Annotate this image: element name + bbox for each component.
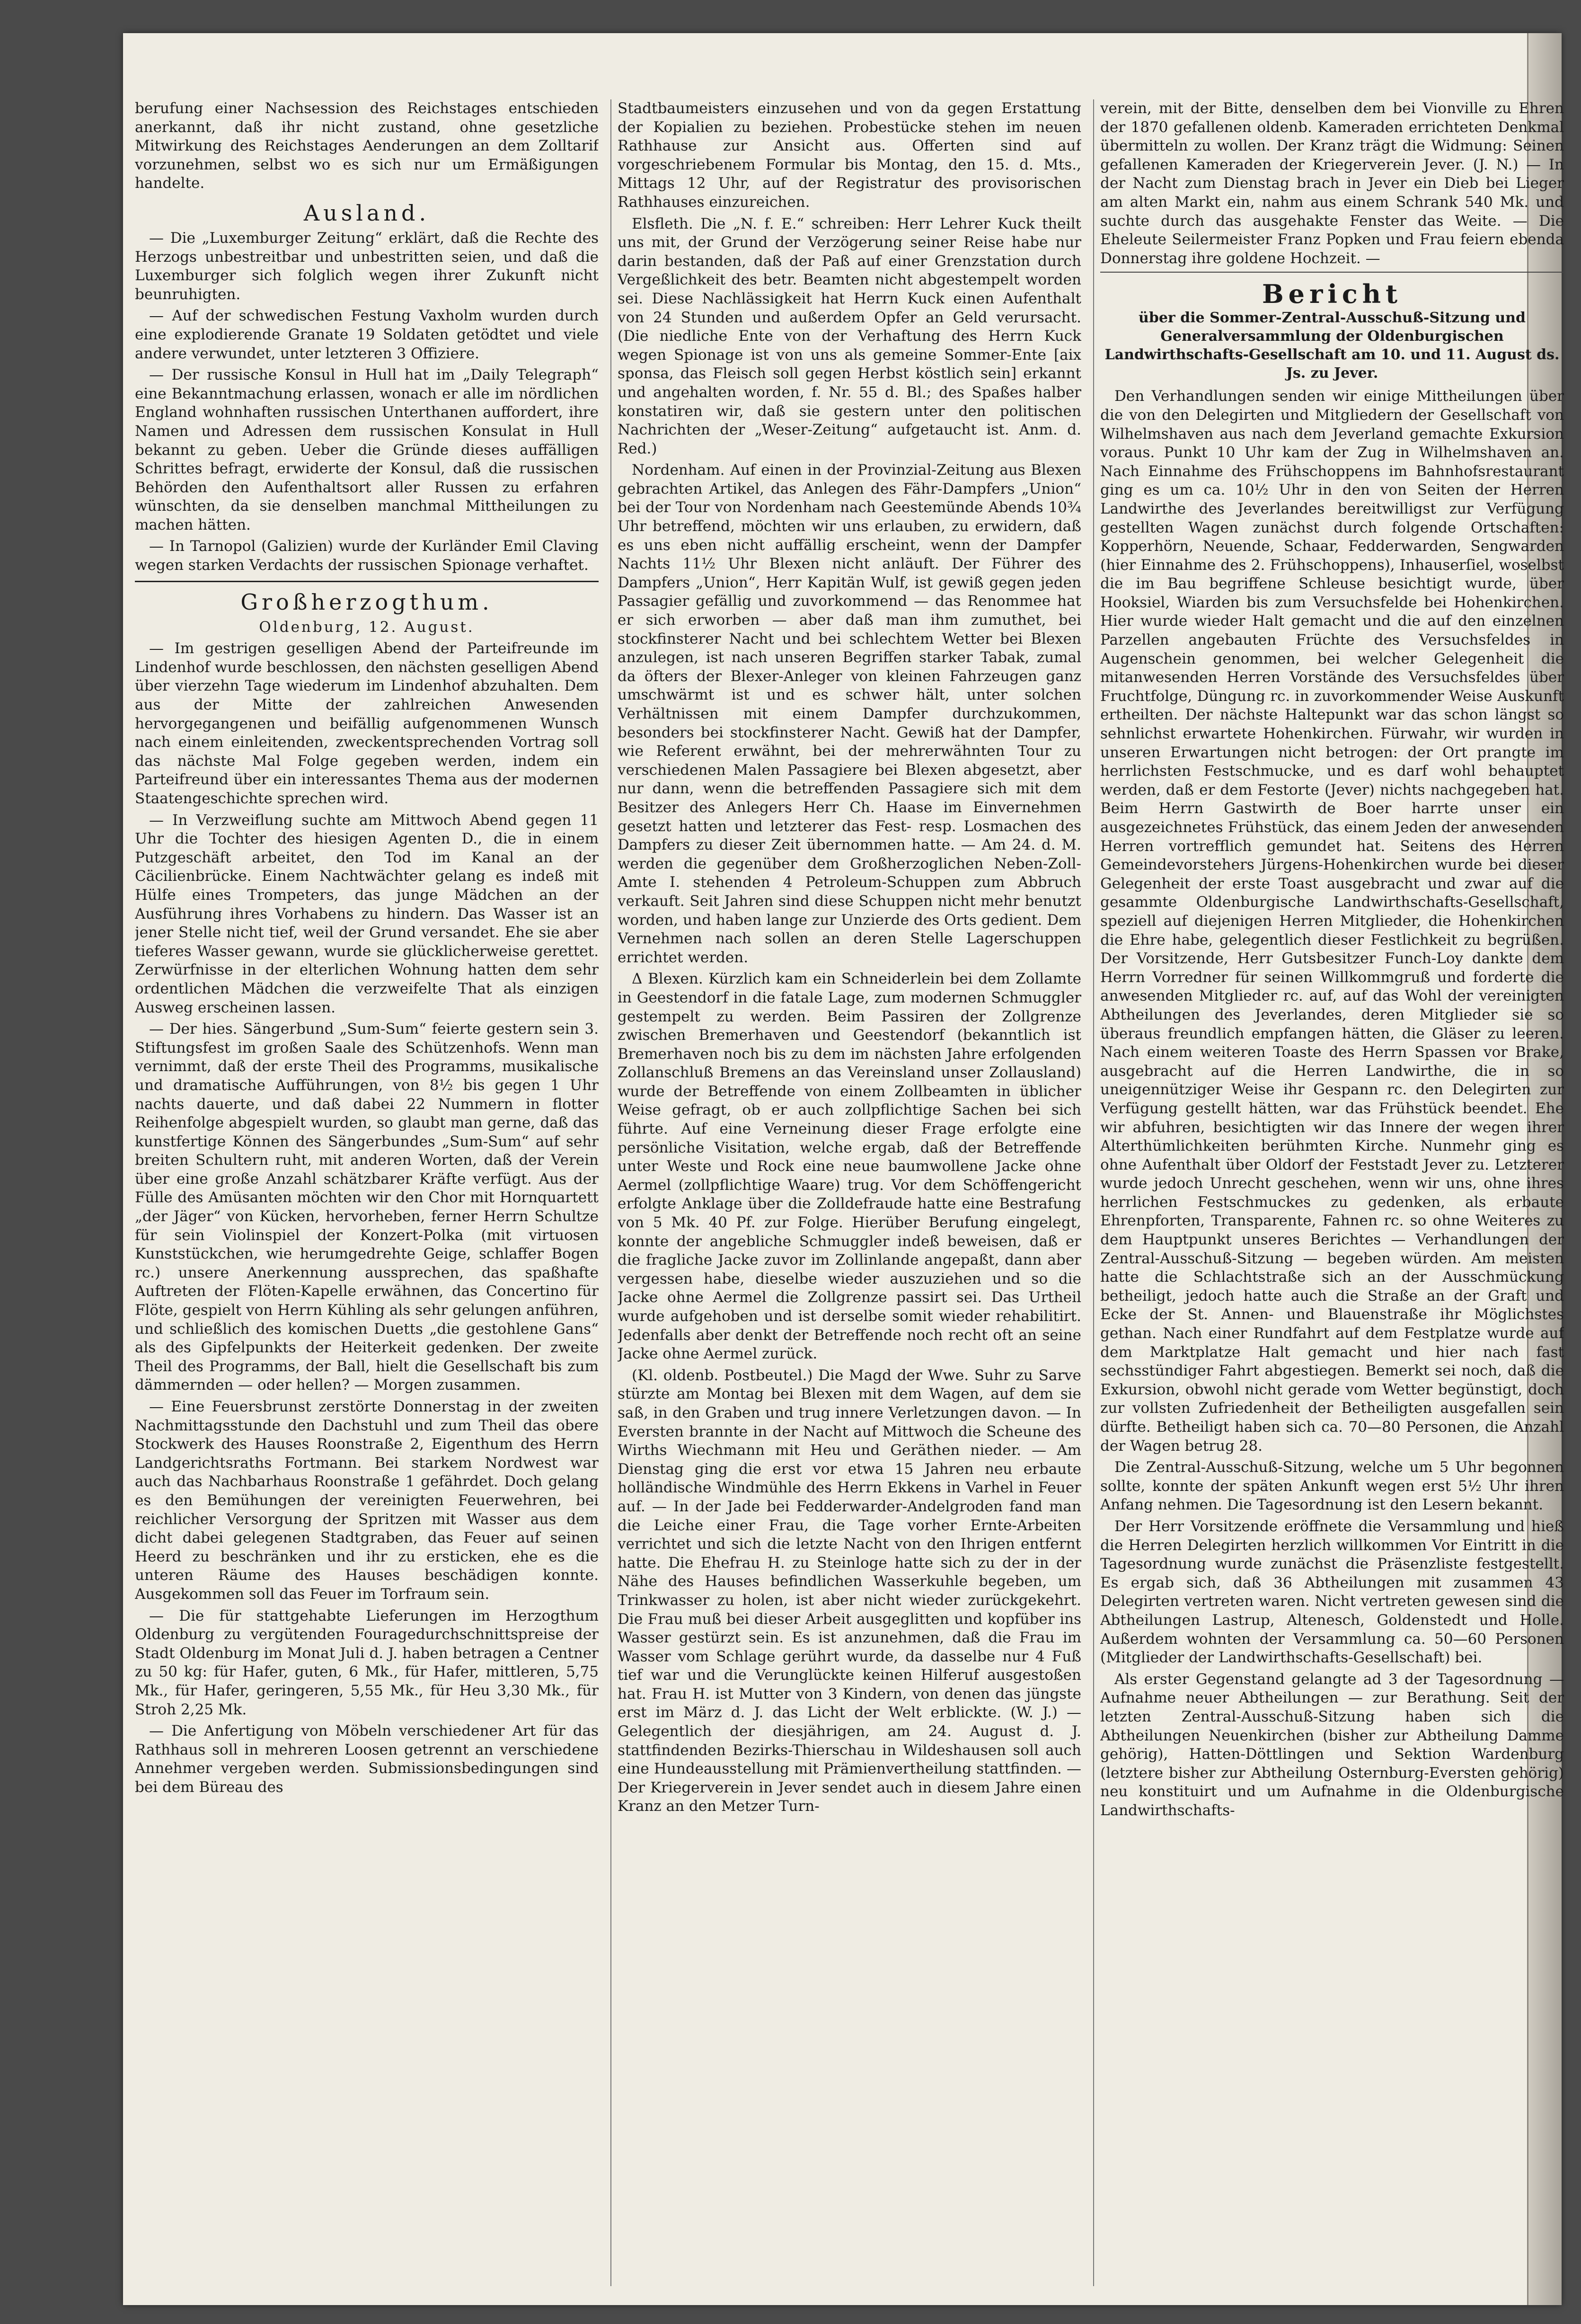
section-heading-ausland: Ausland. [303, 200, 430, 226]
column-1 [135, 99, 599, 2324]
paragraph: Den Verhandlungen senden wir einige Mittheilungen über die von den Delegirten und Mitgliedern der Gesellschaft von Wilhelmshaven aus nach dem Jeverland gemachte Exkursion voraus. Punkt 10 Uhr kam der Zug in Wilhelmshaven an. Nach Einnahme des Frühschoppens im Bahnhofsrestaurant ging es um ca. 10½ Uhr in den von Seiten der Herren Landwirthe des Jeverlandes bereitwilligst zur Verfügung gestellten Wagen zunächst durch folgende Ortschaften: Kopperhörn, Neuende, Schaar, Fedderwarden, Sengwarden (hier Einnahme des 2. Frühschoppens), Inhauserſiel, woselbst die im Bau begriffene Schleuse besichtigt wurde, über Hooksiel, Wiarden bis zum Versuchsfelde bei Hohenkirchen. Hier wurde wieder Halt gemacht und die auf den einzelnen Parzellen angebauten Früchte des Versuchsfeldes in Augenschein genommen, bei welcher Gelegenheit die mitanwesenden Herren Vorstände des Versuchsfeldes über Fruchtfolge, Düngung rc. in zuvorkommender Weise Auskunft ertheilten. Der nächste Haltepunkt war das schon längst so sehnlichst erwartete Hohenkirchen. Fürwahr, wir wurden in unseren Erwartungen nicht betrogen: der Ort prangte im herrlichsten Festschmucke, und es darf wohl behauptet werden, daß er dem Festorte (Jever) nichts nachgegeben hat. Beim Herrn Gastwirth de Boer harrte unser ein ausgezeichnetes Frühstück, das einem Jeden der anwesenden Herren vortrefflich gemundet hat. Seitens des Herren Gemeindevorstehers Jürgens-Hohenkirchen wurde bei dieser Gelegenheit der erste Toast ausgebracht und zwar auf die gesammte Oldenburgische Landwirthschafts-Gesellschaft, speziell auf diejenigen Herren Mitglieder, die Hohenkirchen die Ehre habe, gelegentlich dieser Festlichkeit zu begrüßen. Der Vorsitzende, Herr Gutsbesitzer Funch-Loy dankte dem Herrn Vorredner für seinen Willkommgruß und forderte die anwesenden Mitglieder rc. auf, auf das Wohl der vereinigten Abtheilungen des Jeverlandes, deren Mitglieder sie so überaus freundlich empfangen hätten, die Gläser zu leeren. Nach einem weiteren Toaste des Herrn Spassen vor Brake, ausgebracht auf die Herren Landwirthe, die in so uneigennütziger Weise ihr Gespann rc. den Delegirten zur Verfügung gestellt hätten, war das Frühstück beendet. Ehe wir abfuhren, besichtigten wir das Innere der wegen ihrer Alterthümlichkeiten berühmten Kirche. Nunmehr ging es ohne Aufenthalt über Oldorf der Feststadt Jever zu. Letzterer wurde jedoch Unrecht geschehen, wenn wir uns, ohne ihres herrlichen Festschmuckes zu gedenken, als erbaute Ehrenpforten, Transparente, Fahnen rc. so ohne Weiteres zu dem Hauptpunkt unseres Berichtes — Verhandlungen der Zentral-Ausschuß-Sitzung — begeben würden. Am meisten hatte die Schlachtstraße sich an der Ausschmückung betheiligt, jedoch hatte auch die Straße an der Graft und Ecke der St. Annen- und Blauenstraße ihr Möglichstes gethan. Nach einer Rundfahrt auf dem Festplatze wurde auf dem Marktplatze Halt gemacht und hier nach fast sechsstündiger Fahrt abgestiegen. Bemerkt sei noch, daß die Exkursion, obwohl nicht gerade vom Wetter begünstigt, doch zur vollsten Zufriedenheit der Betheiligten ausgefallen sein dürfte. Betheiligt haben sich ca. 70—80 Personen, die Anzahl der Wagen betrug 28. [1100, 388, 1564, 1455]
paragraph: verein, mit der Bitte, denselben dem bei Vionville zu Ehren der 1870 gefallenen oldenb. Kameraden errichteten Denkmal übermitteln zu wollen. Der Kranz trägt die Widmung: Seinen gefallenen Kameraden der Kriegerverein Jever. (J. N.) — In der Nacht zum Dienstag brach in Jever ein Dieb bei Lieger am alten Markt ein, nahm aus einem Schrank 540 Mk. und suchte durch das ausgehakte Fenster das Weite. — Die Eheleute Seilermeister Franz Popken und Frau feiern ebenda Donnerstag ihre goldene Hochzeit. — [1100, 100, 1564, 267]
paragraph: — Die für stattgehabte Lieferungen im Herzogthum Oldenburg zu vergütenden Fouragedurchschnittspreise der Stadt Oldenburg im Monat Juli d. J. haben betragen a Centner zu 50 kg: für Hafer, guten, 6 Mk., für Hafer, mittleren, 5,75 Mk., für Hafer, geringeren, 5,55 Mk., für Heu 3,30 Mk., für Stroh 2,25 Mk. [135, 1607, 599, 1718]
newspaper-page [123, 33, 1562, 2305]
paragraph: Δ Blexen. Kürzlich kam ein Schneiderlein bei dem Zollamte in Geestendorf in die fatale Lage, zum modernen Schmuggler gestempelt zu werden. Beim Passiren der Zollgrenze zwischen Bremerhaven und Geestendorf (bekanntlich ist Bremerhaven noch bis zu dem im nächsten Jahre erfolgenden Zollanschluß Bremens an das Vereinsland unser Zollausland) wurde der Betreffende von einem Zollbeamten in üblicher Weise gefragt, ob er auch zollpflichtige Sachen bei sich führte. Auf eine Verneinung dieser Frage erfolgte eine persönliche Visitation, welche ergab, daß der Betreffende unter Weste und Rock eine neue baumwollene Jacke ohne Aermel (zollpflichtige Waare) trug. Vor dem Schöffengericht erfolgte Anklage über die Zolldefraude hatte eine Bestrafung von 5 Mk. 40 Pf. zur Folge. Hierüber Berufung eingelegt, konnte der angebliche Schmuggler indeß beweisen, daß er die fragliche Jacke zuvor im Zollinlande angepaßt, dann aber vergessen habe, dieselbe wieder auszuziehen und so die Jacke ohne Aermel die Zollgrenze passirt sei. Das Urtheil wurde aufgehoben und ist derselbe somit wieder rehabilitirt. Jedenfalls aber denkt der Betreffende noch recht oft an seine Jacke ohne Aermel zurück. [618, 970, 1081, 1363]
report-subtitle: über die Sommer-Zentral-Ausschuß-Sitzung und Generalversammlung der Oldenburgischen Landwirthschafts-Gesellschaft am 10. und 11. August ds. Js. zu Jever. [1104, 310, 1560, 382]
paragraph: — Eine Feuersbrunst zerstörte Donnerstag in der zweiten Nachmittagsstunde den Dachstuhl und zum Theil das obere Stockwerk des Hauses Roonstraße 2, Eigenthum des Herrn Landgerichtsraths Fortmann. Bei starkem Nordwest war auch das Nachbarhaus Roonstraße 1 gefährdet. Doch gelang es den Bemühungen der vereinigten Feuerwehren, bei reichlicher Versorgung der Spritzen mit Wasser aus dem dicht dabei gelegenen Stadtgraben, das Feuer auf seinen Heerd zu beschränken und ihr zu ersticken, ehe es die unteren Räume des Hauses beschädigen konnte. Ausgekommen soll das Feuer im Torfraum sein. [135, 1398, 599, 1603]
section-heading-grossherzogthum: Großherzogthum. [240, 589, 493, 615]
paragraph: Als erster Gegenstand gelangte ad 3 der Tagesordnung — Aufnahme neuer Abtheilungen — zur Berathung. Seit der letzten Zentral-Ausschuß-Sitzung haben sich die Abtheilungen Neuenkirchen (bisher zur Abtheilung Damme gehörig), Hatten-Döttlingen und Sektion Wardenburg (letztere bisher zur Abtheilung Osternburg-Eversten gehörig) neu konstituirt und um Aufnahme in die Oldenburgische Landwirthschafts- [1100, 1670, 1564, 1819]
paragraph: Die Zentral-Ausschuß-Sitzung, welche um 5 Uhr begonnen sollte, konnte der späten Ankunft wegen erst 5½ Uhr ihren Anfang nehmen. Die Tagesordnung ist den Lesern bekannt. [1100, 1459, 1564, 1514]
paragraph: Stadtbaumeisters einzusehen und von da gegen Erstattung der Kopialien zu beziehen. Probestücke stehen im neuen Rathhause zur Ansicht aus. Offerten sind auf vorgeschriebenem Formular bis Montag, den 15. d. Mts., Mittags 12 Uhr, auf der Registratur des provisorischen Rathhauses einzureichen. [618, 100, 1081, 211]
column-3 [1100, 99, 1564, 2324]
paragraph: — In Verzweiflung suchte am Mittwoch Abend gegen 11 Uhr die Tochter des hiesigen Agenten D., die in einem Putzgeschäft arbeitet, den Tod im Kanal an der Cäcilienbrücke. Einem Nachtwächter gelang es indeß mit Hülfe eines Trompeters, das junge Mädchen an der Ausführung ihres Vorhabens zu hindern. Das Wasser ist an jener Stelle nicht tief, weil der Grund versandet. Ehe sie aber tieferes Wasser gewann, wurde sie glücklicherweise gerettet. Zerwürfnisse in der elterlichen Wohnung hatten dem sehr ordentlichen Mädchen die verzweifelte That als einzigen Ausweg erscheinen lassen. [135, 811, 599, 1016]
paragraph: Der Herr Vorsitzende eröffnete die Versammlung und hieß die Herren Delegirten herzlich willkommen Vor Eintritt in die Tagesordnung wurde zunächst die Präsenzliste festgestellt. Es ergab sich, daß 36 Abtheilungen mit zusammen 43 Delegirten vertreten waren. Nicht vertreten gewesen sind die Abtheilungen Lastrup, Altenesch, Goldenstedt und Holle. Außerdem wohnten der Versammlung ca. 50—60 Personen (Mitglieder der Landwirthschafts-Gesellschaft) bei. [1100, 1517, 1564, 1667]
section-divider [1100, 272, 1564, 273]
paragraph: berufung einer Nachsession des Reichstages entschieden anerkannt, daß ihr nicht zustand, ohne gesetzliche Mitwirkung des Reichstages Aenderungen an dem Zolltarif vorzunehmen, selbst wo es sich nur um Ermäßigungen handelte. [135, 100, 599, 192]
column-rule [610, 99, 611, 2286]
paragraph: — Der russische Konsul in Hull hat im „Daily Telegraph“ eine Bekanntmachung erlassen, wonach er alle im nördlichen England wohnhaften russischen Unterthanen auffordert, ihre Namen und Adressen dem russischen Konsulat in Hull bekannt zu geben. Ueber die Gründe dieses auffälligen Schrittes befragt, erwiderte der Konsul, daß die russischen Behörden den Aufenthaltsort aller Russen zu erfahren wünschten, da sie denselben manchmal Mittheilungen zu machen hätten. [135, 366, 599, 533]
report-title: Bericht [1262, 279, 1403, 310]
paragraph: — Der hies. Sängerbund „Sum-Sum“ feierte gestern sein 3. Stiftungsfest im großen Saale des Schützenhofs. Wenn man vernimmt, daß der erste Theil des Programms, musikalische und dramatische Aufführungen, von 8½ bis gegen 1 Uhr nachts dauerte, und daß dabei 22 Nummern in flotter Reihenfolge abgespielt wurden, so glaubt man gerne, daß das kunstfertige Können des Sängerbundes „Sum-Sum“ auf sehr breiten Schultern ruht, mit anderen Worten, daß der Verein über eine große Anzahl schätzbarer Kräfte verfügt. Aus der Fülle des Amüsanten möchten wir den Chor mit Hornquartett „der Jäger“ von Kücken, hervorheben, ferner Herrn Schultze für sein Violinspiel der Konzert-Polka (mit virtuosen Kunststückchen, wie herumgedrehte Geige, schlaffer Bogen rc.) unsere Anerkennung aussprechen, das spaßhafte Auftreten der Flöten-Kapelle erwähnen, das Concertino für Flöte, gespielt von Herrn Kühling als sehr gelungen anführen, und schließlich des komischen Duetts „die gestohlene Gans“ als des Gipfelpunkts der Heiterkeit gedenken. Der zweite Theil des Programms, der Ball, hielt die Gesellschaft bis zum dämmernden — oder hellen? — Morgen zusammen. [135, 1020, 599, 1394]
paragraph: — Die Anfertigung von Möbeln verschiedener Art für das Rathhaus soll in mehreren Loosen getrennt an verschiedene Annehmer vergeben werden. Submissionsbedingungen sind bei dem Büreau des [135, 1722, 599, 1796]
column-rule [1093, 99, 1094, 2286]
paragraph: — Die „Luxemburger Zeitung“ erklärt, daß die Rechte des Herzogs unbestreitbar und unbestritten seien, und daß die Luxemburger sich folglich wegen ihrer Zukunft nicht beunruhigten. [135, 229, 599, 303]
section-divider [135, 581, 599, 582]
column-2 [618, 99, 1081, 2324]
paragraph: Nordenham. Auf einen in der Provinzial-Zeitung aus Blexen gebrachten Artikel, das Anlegen des Fähr-Dampfers „Union“ bei der Tour von Nordenham nach Geestemünde Abends 10¾ Uhr betreffend, möchten wir uns erlauben, zu erwidern, daß es uns eben nicht auffällig erscheint, wenn der Dampfer Nachts 11½ Uhr Blexen nicht anläuft. Der Führer des Dampfers „Union“, Herr Kapitän Wulf, ist gewiß gegen jeden Passagier gefällig und zuvorkommend — das Renommee hat er sich erworben — aber daß man ihm zumuthet, bei stockfinsterer Nacht und bei schlechtem Wetter bei Blexen anzulegen, ist nach unseren Begriffen starker Tabak, zumal da öfters der Blexer-Anleger von kleinen Fahrzeugen ganz umschwärmt ist und es schwer hält, unter solchen Verhältnissen mit einem Dampfer durchzukommen, besonders bei stockfinsterer Nacht. Gewiß hat der Dampfer, wie Referent erwähnt, bei der mehrerwähnten Tour zu verschiedenen Malen Passagiere bei Blexen abgesetzt, aber nur dann, wenn die betreffenden Passagiere sich mit dem Besitzer des Anlegers Herr Ch. Haase im Einvernehmen gesetzt hatten und letzterer das Fest- resp. Losmachen des Dampfers zu dieser Zeit übernommen hatte. — Am 24. d. M. werden die gegenüber dem Großherzoglichen Neben-Zoll-Amte I. stehenden 4 Petroleum-Schuppen zum Abbruch verkauft. Seit Jahren sind diese Schuppen nicht mehr benutzt worden, und haben lange zur Unzierde des Orts gedient. Dem Vernehmen nach sollen an deren Stelle Lagerschuppen errichtet werden. [618, 461, 1081, 966]
paragraph: — Auf der schwedischen Festung Vaxholm wurden durch eine explodierende Granate 19 Soldaten getödtet und viele andere verwundet, unter letzteren 3 Offiziere. [135, 307, 599, 362]
dateline: Oldenburg, 12. August. [259, 618, 475, 636]
paragraph: — In Tarnopol (Galizien) wurde der Kurländer Emil Claving wegen starken Verdachts der russischen Spionage verhaftet. [135, 538, 599, 574]
paragraph: Elsfleth. Die „N. f. E.“ schreiben: Herr Lehrer Kuck theilt uns mit, der Grund der Verzögerung seiner Reise habe nur darin bestanden, daß der Paß auf einer Grenzstation durch Vergeßlichkeit des betr. Beamten nicht abgestempelt worden sei. Diese Nachlässigkeit hat Herrn Kuck einen Aufenthalt von 24 Stunden und außerdem Opfer an Geld verursacht. (Die niedliche Ente von der Verhaftung des Herrn Kuck wegen Spionage ist von uns als gemeine Sommer-Ente [aix sponsa, das Fleisch soll gegen Herbst köstlich sein] erkannt und angehalten worden, f. Nr. 55 d. Bl.; des Spaßes halber konstatiren wir, daß sie gestern unter den politischen Nachrichten der „Weser-Zeitung“ aufgetaucht ist. Anm. d. Red.) [618, 215, 1081, 457]
paragraph: (Kl. oldenb. Postbeutel.) Die Magd der Wwe. Suhr zu Sarve stürzte am Montag bei Blexen mit dem Wagen, auf dem sie saß, in den Graben und trug innere Verletzungen davon. — In Eversten brannte in der Nacht auf Mittwoch die Scheune des Wirths Wiechmann mit Heu und Geräthen nieder. — Am Dienstag ging die erst vor etwa 15 Jahren neu erbaute holländische Windmühle des Herrn Ekkens in Varhel in Feuer auf. — In der Jade bei Fedderwarder-Andelgroden fand man die Leiche einer Frau, die Tage vorher Ernte-Arbeiten verrichtet und sich die letzte Nacht von den Ihrigen entfernt hatte. Die Ehefrau H. zu Steinloge hatte sich zu der in der Nähe des Hauses befindlichen Wasserkuhle begeben, um Trinkwasser zu holen, ist aber nicht wieder zurückgekehrt. Die Frau muß bei dieser Arbeit ausgeglitten und kopfüber ins Wasser gestürzt sein. Es ist anzunehmen, daß die Frau im Wasser vom Schlage gerührt wurde, da dasselbe nur 4 Fuß tief war und die Verunglückte keinen Hilferuf ausgestoßen hat. Frau H. ist Mutter von 3 Kindern, von denen das jüngste erst im März d. J. das Licht der Welt erblickte. (W. J.) — Gelegentlich der diesjährigen, am 24. August d. J. stattfindenden Bezirks-Thierschau in Wildeshausen soll auch eine Hundeausstellung mit Prämienvertheilung stattfinden. — Der Kriegerverein in Jever sendet auch in diesem Jahre einen Kranz an den Metzer Turn- [618, 1366, 1081, 1815]
paragraph: — Im gestrigen geselligen Abend der Parteifreunde im Lindenhof wurde beschlossen, den nächsten geselligen Abend über vierzehn Tage wiederum im Lindenhof abzuhalten. Dem aus der Mitte der zahlreichen Anwesenden hervorgegangenen und beifällig aufgenommenen Wunsch nach einem einleitenden, zweckentsprechenden Vortrag soll das nächste Mal Folge gegeben werden, indem ein Parteifreund über ein interessantes Thema aus der modernen Staatengeschichte sprechen wird. [135, 640, 599, 807]
